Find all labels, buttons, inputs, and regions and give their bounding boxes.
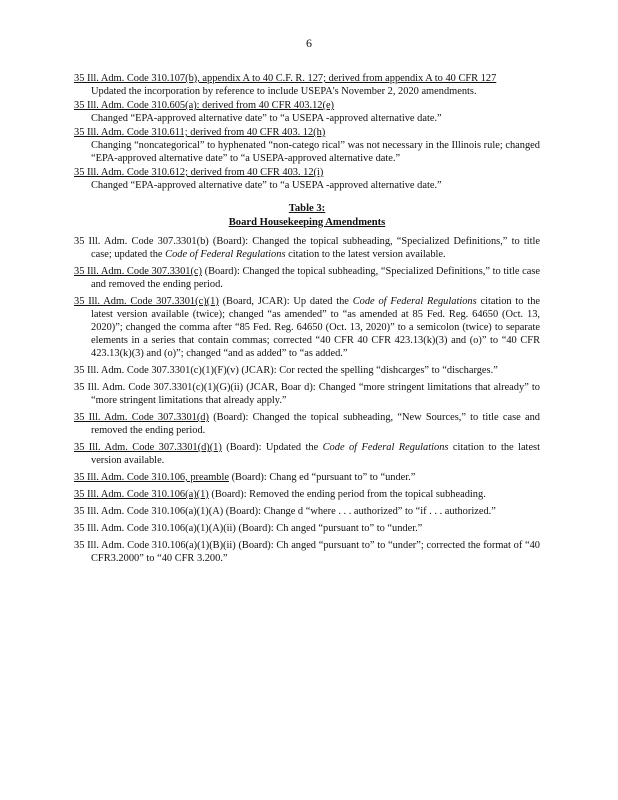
amendment-text: (JCAR, Boar d): Changed “more stringent limitations that already” to “more stringent limitations that already apply.” [91, 382, 540, 406]
amendment-text: (Board): Changed the topical subheading, “Specialized Definitions,” to title case; updated the [91, 236, 540, 260]
citation: 35 Ill. Adm. Code 307.3301(c)(1) [74, 296, 219, 307]
citation: 35 Ill. Adm. Code 310.611; derived from 40 CFR 403. 12(h) [74, 127, 326, 138]
amendment-text: (Board): Changed the topical subheading, “Specialized Definitions,” to title case and removed the ending period. [91, 266, 540, 290]
citation: 35 Ill. Adm. Code 310.106, preamble [74, 472, 229, 483]
citation: 35 Ill. Adm. Code 307.3301(d) [74, 412, 209, 423]
table-title: Table 3: [288, 203, 326, 214]
citation: 35 Ill. Adm. Code 307.3301(c)(1)(F)(v) [74, 365, 239, 376]
amendment-text-italic: Code of Federal Regulations [322, 442, 449, 453]
citation: 35 Ill. Adm. Code 310.106(a)(1)(A)(ii) [74, 523, 236, 534]
table-2-entry [74, 166, 540, 192]
amendment-text-cont: citation to the latest version available. [91, 442, 540, 466]
citation: 35 Ill. Adm. Code 310.605(a): derived from 40 CFR 403.12(e) [74, 100, 335, 111]
amendment-text: (JCAR): Cor rected the spelling “dishcarges” to “discharges.” [238, 365, 498, 376]
amendment-text: (Board): Ch anged “pursuant to” to “under”; corrected the format of “40 CFR3.2000” to “40 CFR 3.200.” [91, 540, 540, 564]
amendment-text: (Board): Change d “where . . . authorized” to “if . . . authorized.” [223, 506, 496, 517]
table-3-entry [74, 265, 540, 291]
amendment-text-italic: Code of Federal Regulations [352, 296, 477, 307]
citation: 35 Ill. Adm. Code 307.3301(c) [74, 266, 203, 277]
citation: 35 Ill. Adm. Code 310.106(a)(1)(B)(ii) [74, 540, 236, 551]
table-subtitle: Board Housekeeping Amendments [228, 217, 386, 228]
table-3-entry [74, 235, 540, 261]
table-2-entry [74, 99, 540, 125]
amendment-text: (Board): Ch anged “pursuant to” to “under.” [235, 523, 423, 534]
citation: 35 Ill. Adm. Code 310.612; derived from 40 CFR 403. 12(i) [74, 167, 324, 178]
citation: 35 Ill. Adm. Code 307.3301(d)(1) [74, 442, 222, 453]
citation: 35 Ill. Adm. Code 307.3301(c)(1)(G)(ii) [74, 382, 244, 393]
document-body [74, 72, 540, 569]
amendment-text: Changing “noncategorical” to hyphenated “non-catego rical” was not necessary in the Illinois rule; changed “EPA-approved alternative date” to “a USEPA-approved alternative date.” [91, 140, 540, 164]
citation: 35 Ill. Adm. Code 310.106(a)(1) [74, 489, 209, 500]
amendment-text: (Board): Changed the topical subheading, “New Sources,” to title case and removed the ending period. [91, 412, 540, 436]
table-3-entry [74, 471, 540, 484]
table-3-entry [74, 441, 540, 467]
amendment-text: (Board, JCAR): Up dated the [218, 296, 353, 307]
amendment-text: Changed “EPA-approved alternative date” to “a USEPA -approved alternative date.” [91, 113, 442, 124]
table-3-entry [74, 539, 540, 565]
table-2-entry [74, 126, 540, 165]
table-3-entry [74, 488, 540, 501]
amendment-text-cont: citation to the latest version available. [285, 249, 446, 260]
table-3-entry [74, 505, 540, 518]
amendment-text: Changed “EPA-approved alternative date” to “a USEPA -approved alternative date.” [91, 180, 442, 191]
page-number: 6 [306, 36, 312, 50]
table-2-entry [74, 72, 540, 98]
amendment-text: (Board): Chang ed “pursuant to” to “under.” [228, 472, 416, 483]
citation: 35 Ill. Adm. Code 307.3301(b) [74, 236, 209, 247]
citation: 35 Ill. Adm. Code 310.107(b), appendix A to 40 C.F. R. 127; derived from appendix A to 40 CFR 127 [74, 73, 497, 84]
amendment-text: (Board): Removed the ending period from the topical subheading. [208, 489, 486, 500]
citation: 35 Ill. Adm. Code 310.106(a)(1)(A) [74, 506, 224, 517]
table-3-entry [74, 295, 540, 360]
table-3-entry [74, 364, 540, 377]
table-3-entry [74, 411, 540, 437]
amendment-text-italic: Code of Federal Regulations [165, 249, 286, 260]
amendment-text-cont: citation to the latest version available (twice); changed “as amended” to “as amended at 85 Fed. Reg. 64650 (Oct. 13, 2020)”; changed the comma after “85 Fed. Reg. 64650 (Oct. 13, 2020)” to a semicolon (twice) to separate elements in a series that contain commas; corrected “40 CFR 40 CFR 423.13(k)(3) and (o)” to “40 CFR 423.13(k)(3) and (o)”; changed “and as added” to “as added.” [91, 296, 540, 359]
amendment-text: Updated the incorporation by reference to include USEPA's November 2, 2020 amendments. [91, 86, 477, 97]
table-3-entry [74, 381, 540, 407]
table-3-entry [74, 522, 540, 535]
amendment-text: (Board): Updated the [221, 442, 323, 453]
